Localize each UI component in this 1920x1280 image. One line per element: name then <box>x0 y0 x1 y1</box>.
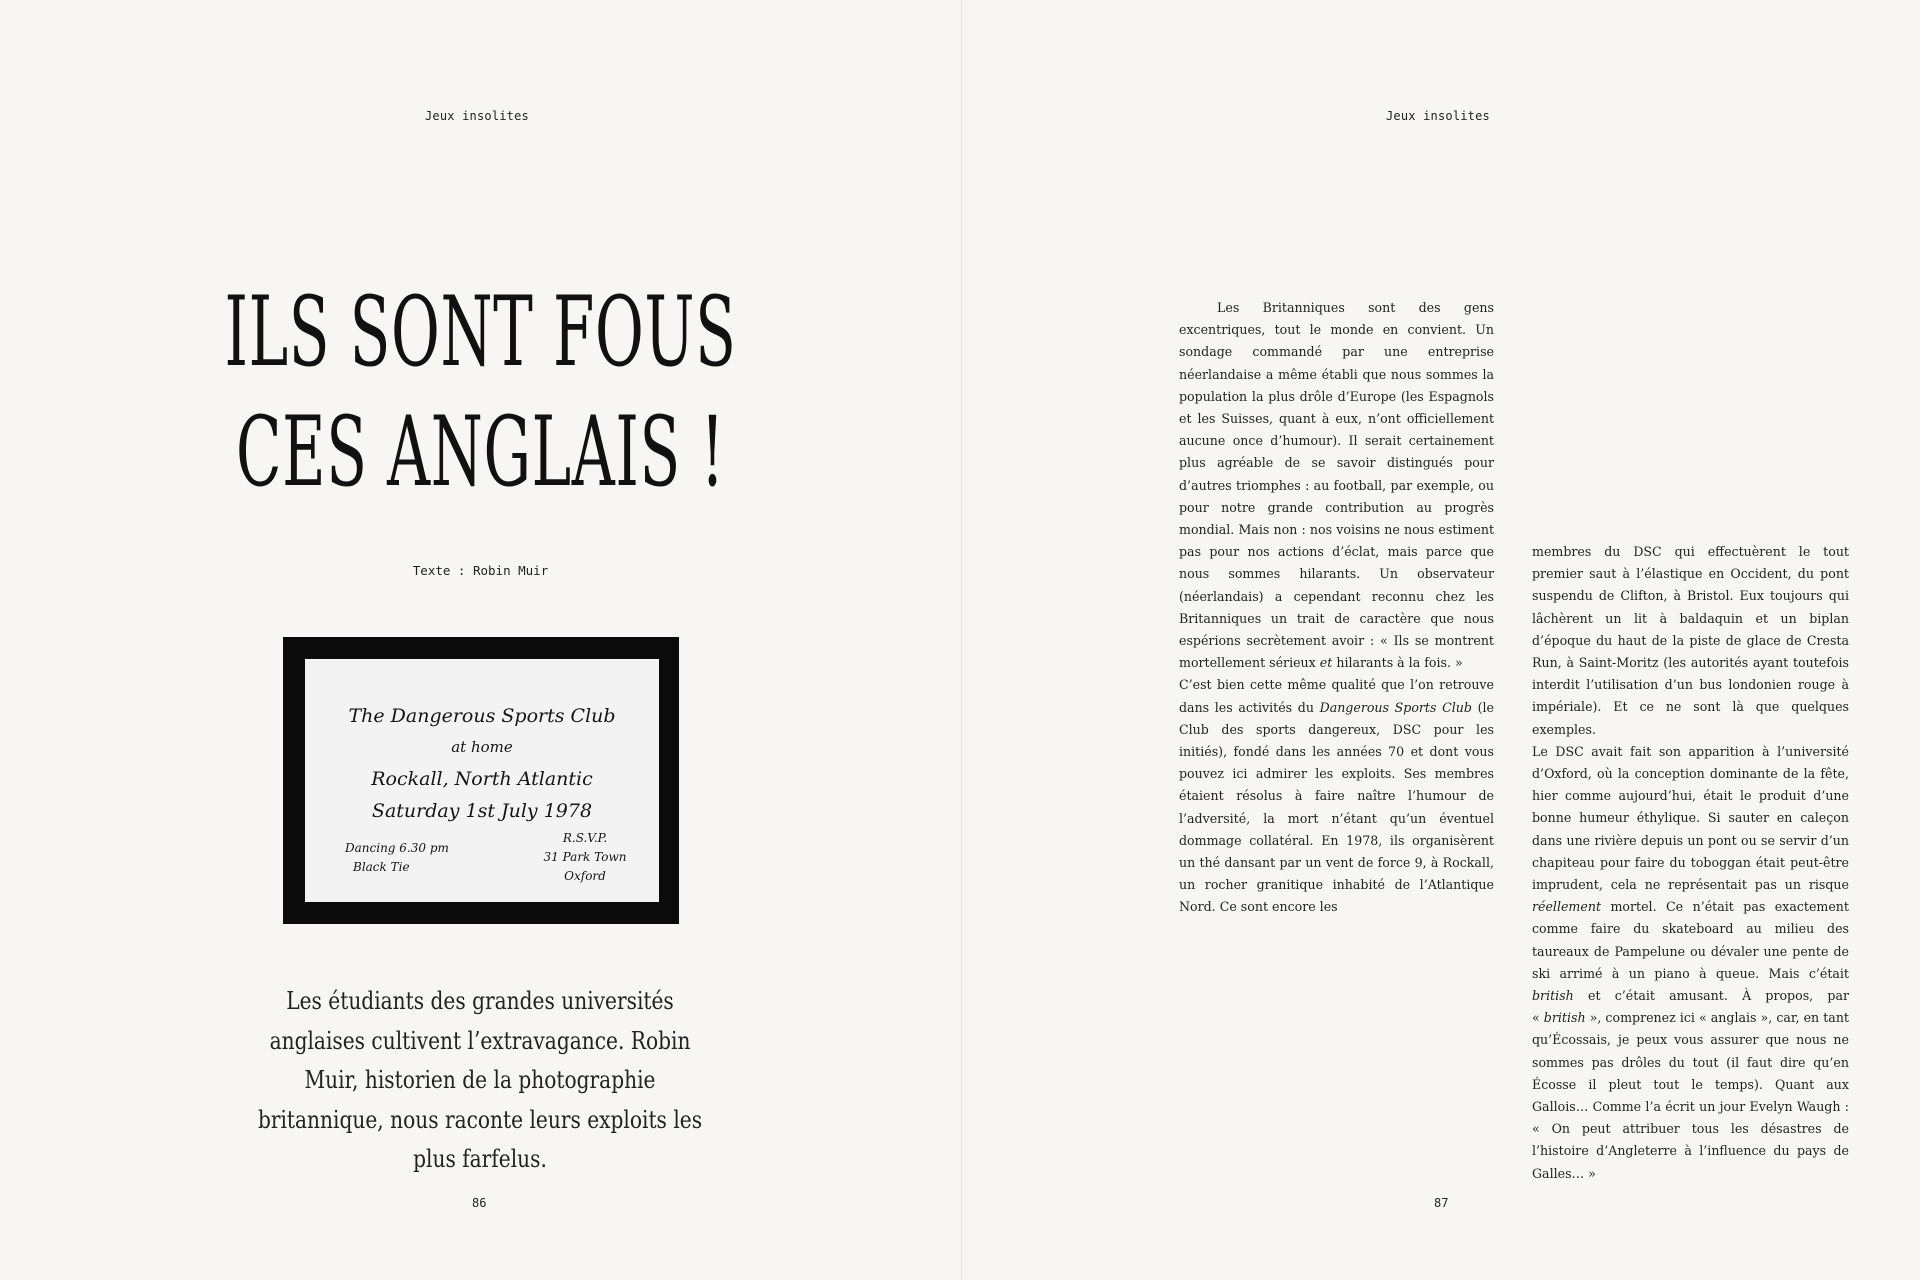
text-run: C’est bien cette même qualité que l’on retrouve dans les activités du <box>1179 677 1494 715</box>
page-number: 87 <box>1434 1196 1449 1210</box>
intro-paragraph: Les étudiants des grandes universités anglaises cultivent l’extravagance. Robin Muir, historien de la photographie britannique, nous raconte leurs exploits les plus farfelus. <box>257 987 703 1173</box>
title-line-1: ILS SONT FOUS <box>224 276 737 388</box>
card-city: Oxford <box>564 869 606 883</box>
card-location: Rockall, North Atlantic <box>371 768 593 790</box>
running-head: Jeux insolites <box>425 109 529 123</box>
column-1-paragraph-1 <box>1179 297 1494 674</box>
column-2-paragraph-1: membres du DSC qui effectuèrent le tout premier saut à l’élastique en Occident, du pont suspendu de Clifton, à Bristol. Eux toujours qui lâchèrent un lit à baldaquin et un biplan d’époque du haut de la piste de glace de Cresta Run, à Saint-Moritz (les autorités ayant toutefois interdit l’utilisation d’un bus londonien rouge à impériale). Et ce ne sont là que quelques exemples. <box>1532 544 1849 737</box>
text-column-1 <box>1179 297 1494 919</box>
emphasis: british <box>1532 988 1574 1004</box>
text-run: Le DSC avait fait son apparition à l’université d’Oxford, où la conception dominante de la fête, hier comme aujourd’hui, était le produit d’une bonne humeur éthylique. Si sauter en caleçon dans une rivière depuis un pont ou se servir d’un chapiteau pour faire du toboggan était peut-être imprudent, cela ne représentait pas un risque <box>1532 743 1849 893</box>
emphasis: Dangerous Sports Club <box>1319 699 1472 715</box>
emphasis: british <box>1543 1010 1586 1026</box>
card-rsvp: R.S.V.P. <box>562 831 608 845</box>
text-column-2 <box>1532 541 1849 1185</box>
invitation-card <box>305 659 659 902</box>
title-line-2: CES ANGLAIS ! <box>236 396 725 508</box>
text-run: », comprenez ici « anglais », car, en tant qu’Écossais, je peux vous assurer que nous ne sommes pas drôles du tout (il faut dire qu’en Écosse il pleut tout le temps). Quant aux Gallois… Comme l’a écrit un jour Evelyn Waugh : « On peut attribuer tous les désastres de l’histoire d’Angleterre à l’influence du pays de Galles… » <box>1532 1010 1849 1181</box>
right-page <box>961 0 1920 1280</box>
card-club-name: The Dangerous Sports Club <box>348 705 616 727</box>
text-run: hilarants à la fois. » <box>1336 655 1463 671</box>
card-black-tie: Black Tie <box>353 860 410 874</box>
card-at-home: at home <box>451 738 513 756</box>
card-dress-code <box>345 839 449 877</box>
card-rsvp-block <box>535 829 635 886</box>
text-run: Les Britanniques sont des gens excentriques, tout le monde en convient. Un sondage commandé par une entreprise néerlandaise a même établi que nous sommes la population la plus drôle d’Europe (les Espagnols et les Suisses, quant à eux, n’ont officiellement aucune once d’humour). Il serait certainement plus agréable de se savoir distingués pour d’autres triomphes : au football, par exemple, ou pour notre grande contribution au progrès mondial. Mais non : nos voisins ne nous estiment pas pour nos actions d’éclat, mais parce que nous sommes hilarants. Un observateur (néerlandais) a cependant reconnu chez les Britanniques un trait de caractère que nous espérions secrètement avoir : « Ils se montrent mortellement sérieux <box>1179 300 1494 671</box>
invitation-photo <box>283 637 679 924</box>
byline: Texte : Robin Muir <box>412 563 549 578</box>
emphasis: et <box>1319 655 1333 671</box>
article-title <box>0 272 961 512</box>
card-address: 31 Park Town <box>543 850 627 864</box>
text-run: et c’était amusant. À propos, par « <box>1532 988 1849 1026</box>
text-run: mortel. Ce n’était pas exactement comme faire du skateboard au milieu des taureaux de Pampelune ou dévaler une pente de ski arrimé à un piano à queue. Mais c’était <box>1532 899 1849 981</box>
running-head: Jeux insolites <box>1386 109 1490 123</box>
text-run: (le Club des sports dangereux, DSC pour les initiés), fondé dans les années 70 et dont vous pouvez ici admirer les exploits. Ses membres étaient résolus à faire naître l’humour de l’adversité, la mort n’étant qu’un éventuel dommage collatéral. En 1978, ils organisèrent un thé dansant par un vent de force 9, à Rockall, un rocher granitique inhabité de l’Atlantique Nord. Ce sont encore les <box>1179 699 1494 915</box>
card-date: Saturday 1st July 1978 <box>371 800 593 822</box>
column-1-paragraph-2 <box>1179 674 1494 918</box>
card-dancing-time: Dancing 6.30 pm <box>345 841 449 855</box>
column-2-paragraph-2 <box>1532 741 1849 1185</box>
page-number: 86 <box>472 1196 487 1210</box>
emphasis: réellement <box>1532 899 1602 915</box>
